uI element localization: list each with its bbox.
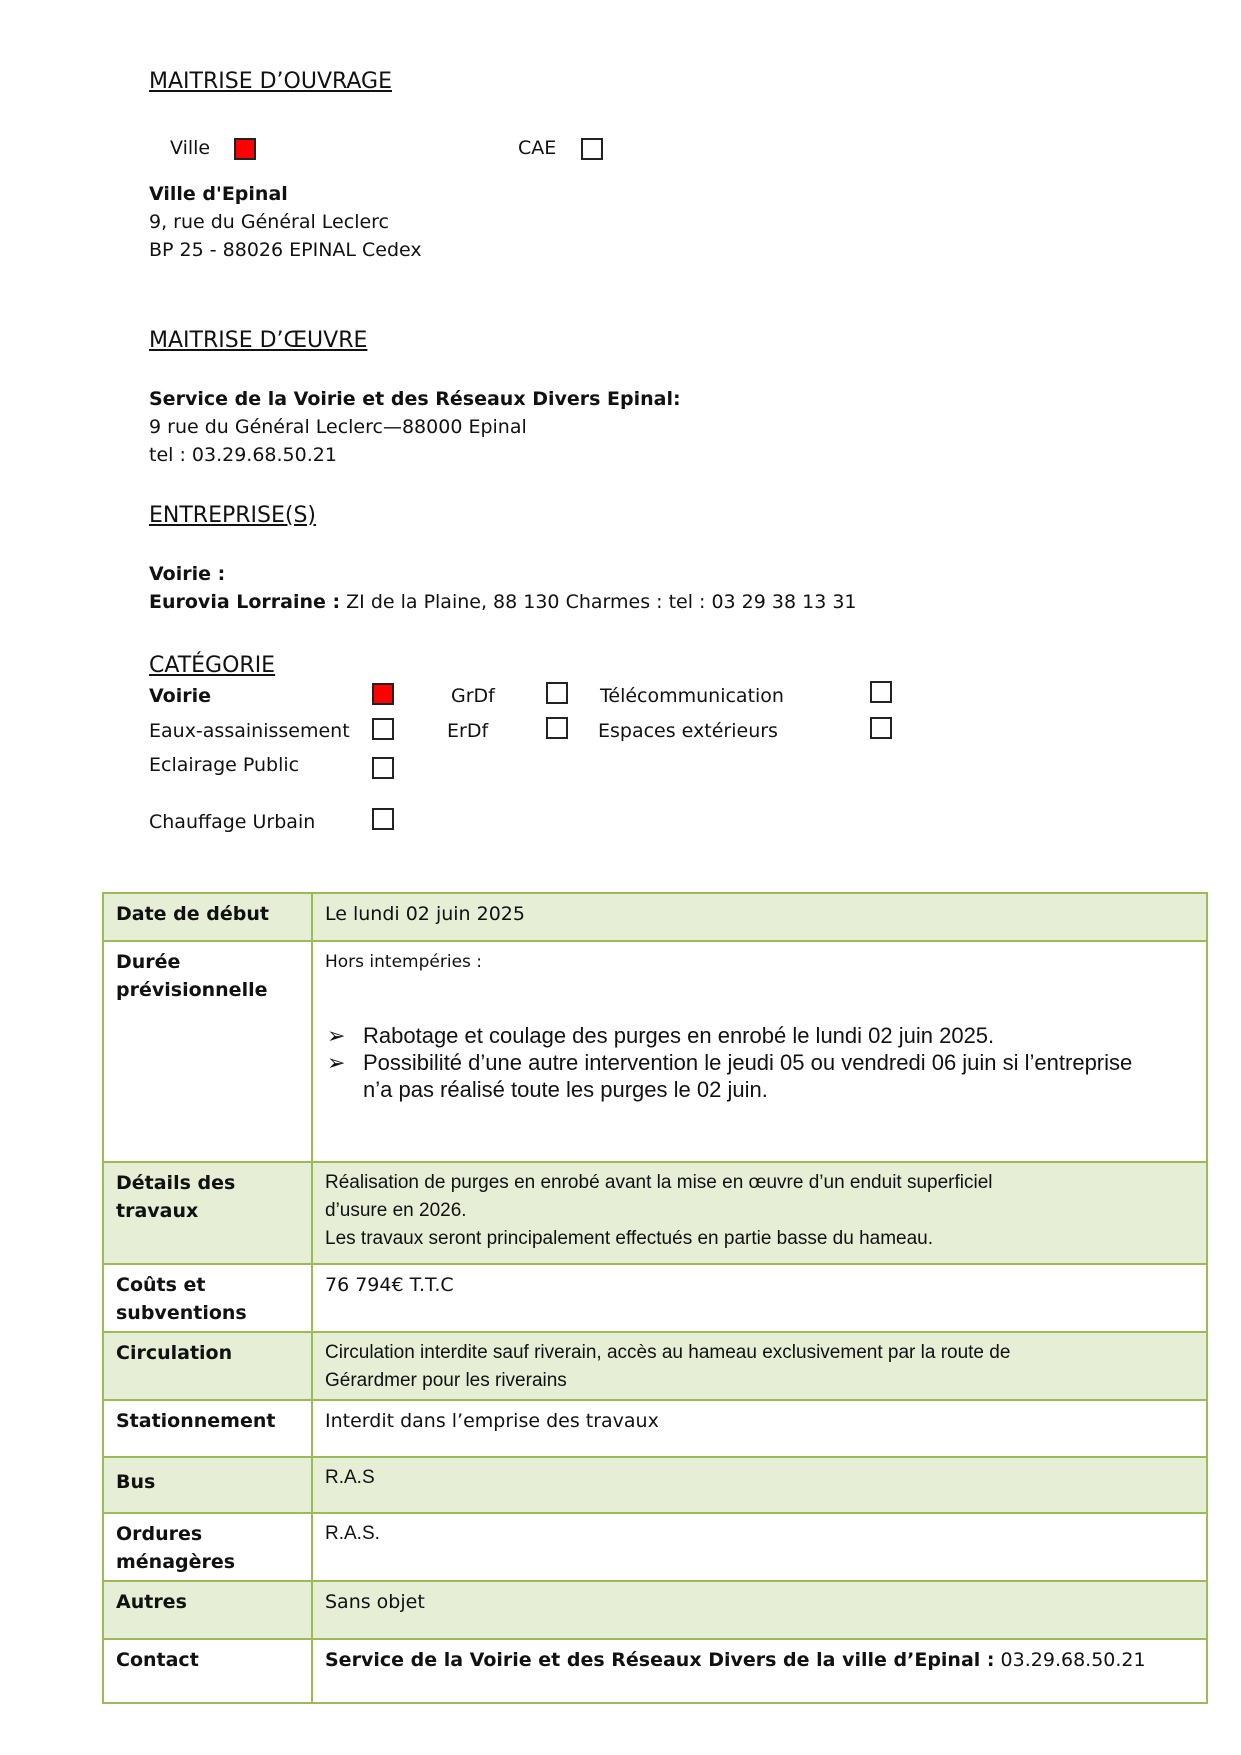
circulation-value: [312, 1332, 1207, 1400]
table-row-stationnement: [103, 1400, 1207, 1457]
duree-label-line-2: prévisionnelle: [116, 979, 268, 1001]
ordures-label-line-2: ménagères: [116, 1551, 236, 1573]
couts-label-line-1: Coûts et: [116, 1274, 206, 1296]
table-row-circulation: [103, 1332, 1207, 1400]
entreprise-details: ZI de la Plaine, 88 130 Charmes : tel : 03 29 38 13 31: [340, 591, 857, 613]
categorie-erdf-label: ErDf: [447, 720, 489, 742]
categorie-heading: CATÉGORIE: [149, 653, 276, 678]
circulation-label: Circulation: [103, 1332, 312, 1400]
bullet-arrow-icon: ➢: [327, 1023, 346, 1048]
bus-value: R.A.S: [312, 1457, 1207, 1513]
contact-label: Contact: [103, 1639, 312, 1703]
erdf-checkbox[interactable]: [546, 717, 568, 739]
ordures-label: [103, 1513, 312, 1581]
table-row-couts: [103, 1264, 1207, 1332]
categorie-voirie-label: Voirie: [149, 685, 212, 707]
categorie-chauffage-label: Chauffage Urbain: [149, 811, 316, 833]
date-label: Date de début: [103, 893, 312, 941]
categorie-grdf-label: GrDf: [451, 685, 495, 707]
autres-label: Autres: [103, 1581, 312, 1639]
contact-service: Service de la Voirie et des Réseaux Divers de la ville d’Epinal: [325, 1649, 981, 1671]
contact-tel: 03.29.68.50.21: [994, 1649, 1146, 1671]
table-row-duree: [103, 941, 1207, 1162]
categorie-eaux-label: Eaux-assainissement: [149, 720, 350, 742]
contact-separator: :: [980, 1649, 995, 1671]
option-ville-label: Ville: [170, 137, 211, 159]
eaux-checkbox[interactable]: [372, 718, 394, 740]
oeuvre-name: Service de la Voirie et des Réseaux Divers Epinal:: [149, 388, 681, 410]
cae-checkbox[interactable]: [581, 138, 603, 160]
duree-bullet-list: [325, 1022, 1196, 1103]
entreprise-line: [149, 588, 857, 616]
categorie-eclairage-label: Eclairage Public: [149, 754, 300, 776]
telecom-checkbox[interactable]: [870, 681, 892, 703]
duree-intro: Hors intempéries :: [325, 952, 483, 972]
contact-value: [312, 1639, 1207, 1703]
espaces-checkbox[interactable]: [870, 717, 892, 739]
details-line-3: Les travaux seront principalement effectués en partie basse du hameau.: [325, 1228, 934, 1249]
maitrise-ouvrage-heading: MAITRISE D’OUVRAGE: [149, 69, 392, 94]
bullet-arrow-icon: ➢: [327, 1050, 346, 1075]
ouvrage-address-1: 9, rue du Général Leclerc: [149, 211, 390, 233]
grdf-checkbox[interactable]: [546, 682, 568, 704]
duree-bullet-2-text-a: Possibilité d’une autre intervention le jeudi 05 ou vendredi 06 juin si l’entreprise: [363, 1050, 1133, 1075]
details-label: Détails des travaux: [103, 1162, 312, 1264]
entreprise-company: Eurovia Lorraine :: [149, 591, 341, 613]
table-row-autres: [103, 1581, 1207, 1639]
circulation-line-1: Circulation interdite sauf riverain, accès au hameau exclusivement par la route de: [325, 1342, 1011, 1363]
table-row-ordures: [103, 1513, 1207, 1581]
categorie-espaces-label: Espaces extérieurs: [598, 720, 778, 742]
entreprise-type: Voirie :: [149, 563, 226, 585]
table-row-contact: [103, 1639, 1207, 1703]
ordures-value: R.A.S.: [312, 1513, 1207, 1581]
circulation-line-2: Gérardmer pour les riverains: [325, 1370, 567, 1391]
couts-label: [103, 1264, 312, 1332]
oeuvre-address: 9 rue du Général Leclerc—88000 Epinal: [149, 416, 527, 438]
duree-bullet-2: [325, 1049, 1196, 1103]
table-row-bus: [103, 1457, 1207, 1513]
duree-bullet-1-text: Rabotage et coulage des purges en enrobé le lundi 02 juin 2025.: [363, 1023, 995, 1048]
eclairage-checkbox[interactable]: [372, 757, 394, 779]
details-line-2: d’usure en 2026.: [325, 1200, 467, 1221]
categorie-telecom-label: Télécommunication: [600, 685, 784, 707]
ville-checkbox[interactable]: [234, 138, 256, 160]
ouvrage-address-2: BP 25 - 88026 EPINAL Cedex: [149, 239, 422, 261]
ouvrage-name: Ville d'Epinal: [149, 183, 288, 205]
duree-label-line-1: Durée: [116, 951, 181, 973]
chauffage-checkbox[interactable]: [372, 808, 394, 830]
entreprises-heading: ENTREPRISE(S): [149, 503, 317, 528]
duree-bullet-1: [325, 1022, 1196, 1049]
duree-bullet-2-text-b: n’a pas réalisé toute les purges le 02 juin.: [363, 1077, 768, 1102]
maitrise-oeuvre-heading: MAITRISE D’ŒUVRE: [149, 328, 368, 353]
date-value: Le lundi 02 juin 2025: [312, 893, 1207, 941]
ordures-label-line-1: Ordures: [116, 1523, 203, 1545]
duree-label: [103, 941, 312, 1162]
table-row-details: [103, 1162, 1207, 1264]
autres-value: Sans objet: [312, 1581, 1207, 1639]
couts-value: 76 794€ T.T.C: [312, 1264, 1207, 1332]
oeuvre-tel: tel : 03.29.68.50.21: [149, 444, 337, 466]
voirie-checkbox[interactable]: [372, 683, 394, 705]
details-line-1: Réalisation de purges en enrobé avant la mise en œuvre d’un enduit superficiel: [325, 1172, 993, 1193]
option-cae-label: CAE: [518, 137, 557, 159]
stationnement-label: Stationnement: [103, 1400, 312, 1457]
duree-value: [312, 941, 1207, 1162]
bus-label: Bus: [103, 1457, 312, 1513]
works-info-table: [102, 892, 1208, 1704]
table-row-date: [103, 893, 1207, 941]
details-value: [312, 1162, 1207, 1264]
couts-label-line-2: subventions: [116, 1302, 247, 1324]
stationnement-value: Interdit dans l’emprise des travaux: [312, 1400, 1207, 1457]
